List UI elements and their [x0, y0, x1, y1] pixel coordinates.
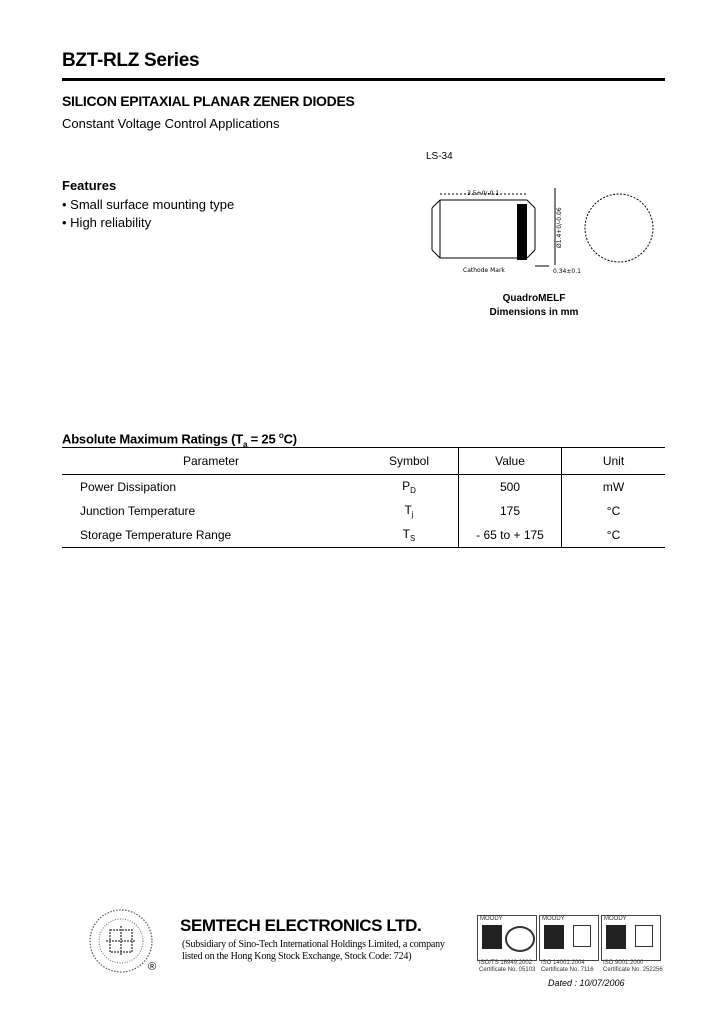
cert-brand: MOODY	[480, 916, 503, 922]
features-title: Features	[62, 178, 117, 193]
cert-mark-iso-ts	[477, 915, 537, 961]
package-code: LS-34	[426, 151, 453, 162]
subsidiary-text: (Subsidiary of Sino-Tech International Holdings Limited, a company	[182, 939, 445, 950]
dim-length-label: 3.5+0/-0.1	[467, 190, 500, 197]
column-header-symbol: Symbol	[360, 448, 459, 475]
table-header-row	[62, 448, 665, 475]
cert-caption: ISO/TS 16949:2002	[479, 960, 533, 966]
cert-caption: Certificate No. 7116	[541, 967, 594, 973]
cert-caption: ISO 14001:2004	[541, 960, 585, 966]
ratings-table	[62, 447, 665, 548]
column-header-parameter: Parameter	[62, 448, 360, 475]
cert-mark-iso-14001	[539, 915, 599, 961]
table-row	[62, 475, 665, 500]
cert-mark-iso-9001	[601, 915, 661, 961]
cell-unit: °C	[562, 499, 666, 523]
cathode-band	[517, 204, 527, 260]
cell-symbol: $T_j$	[404, 503, 414, 519]
certification-marks	[477, 915, 662, 973]
cathode-label: Cathode Mark	[463, 267, 505, 274]
cell-parameter: Power Dissipation	[80, 480, 177, 494]
zero-defect-icon	[505, 926, 535, 952]
cell-symbol: $P_D$	[402, 479, 416, 495]
cell-symbol: $T_S$	[360, 523, 459, 548]
header-rule	[62, 78, 665, 81]
cert-brand: MOODY	[542, 916, 565, 922]
moody-m-icon	[606, 925, 626, 949]
feature-item: • Small surface mounting type	[62, 197, 235, 212]
product-heading: SILICON EPITAXIAL PLANAR ZENER DIODES	[62, 93, 355, 109]
cert-caption: ISO 9001:2000	[603, 960, 644, 966]
moody-m-icon	[482, 925, 502, 949]
dim-diameter-label: Ø1.4+0/-0.06	[556, 207, 563, 248]
registered-mark: ®	[148, 961, 157, 973]
feature-item: • High reliability	[62, 215, 152, 230]
cell-value: - 65 to + 175	[459, 523, 562, 548]
listing-text: listed on the Hong Kong Stock Exchange, Stock Code: 724)	[182, 951, 412, 962]
cert-caption: Certificate No. 05103	[479, 967, 536, 973]
ukas-check-icon	[573, 925, 591, 947]
cell-unit: °C	[562, 523, 666, 548]
moody-m-icon	[544, 925, 564, 949]
cert-brand: MOODY	[604, 916, 627, 922]
cell-parameter: Storage Temperature Range	[62, 523, 360, 548]
cell-parameter: Junction Temperature	[80, 504, 196, 518]
company-name: SEMTECH ELECTRONICS LTD.	[180, 916, 422, 935]
package-outline-drawing	[425, 180, 665, 280]
column-header-unit: Unit	[562, 448, 666, 475]
table-row	[62, 499, 665, 523]
cert-caption: Certificate No. 252256	[603, 967, 663, 973]
column-header-value: Value	[459, 448, 562, 475]
ukas-check-icon	[635, 925, 653, 947]
package-dimensions-note: Dimensions in mm	[489, 307, 579, 318]
dated-text: Dated : 10/07/2006	[548, 978, 625, 988]
dim-band-label: 0.34±0.1	[553, 268, 581, 275]
application-text: Constant Voltage Control Applications	[62, 116, 280, 131]
cell-value: 500	[459, 475, 562, 500]
ratings-title: Absolute Maximum Ratings ($T_a = 25$ $^o$C)	[62, 431, 297, 449]
series-title: BZT-RLZ Series	[62, 50, 200, 71]
cell-unit: mW	[562, 475, 666, 500]
cell-value: 175	[459, 499, 562, 523]
table-row	[62, 523, 665, 548]
package-name: QuadroMELF	[502, 293, 566, 304]
